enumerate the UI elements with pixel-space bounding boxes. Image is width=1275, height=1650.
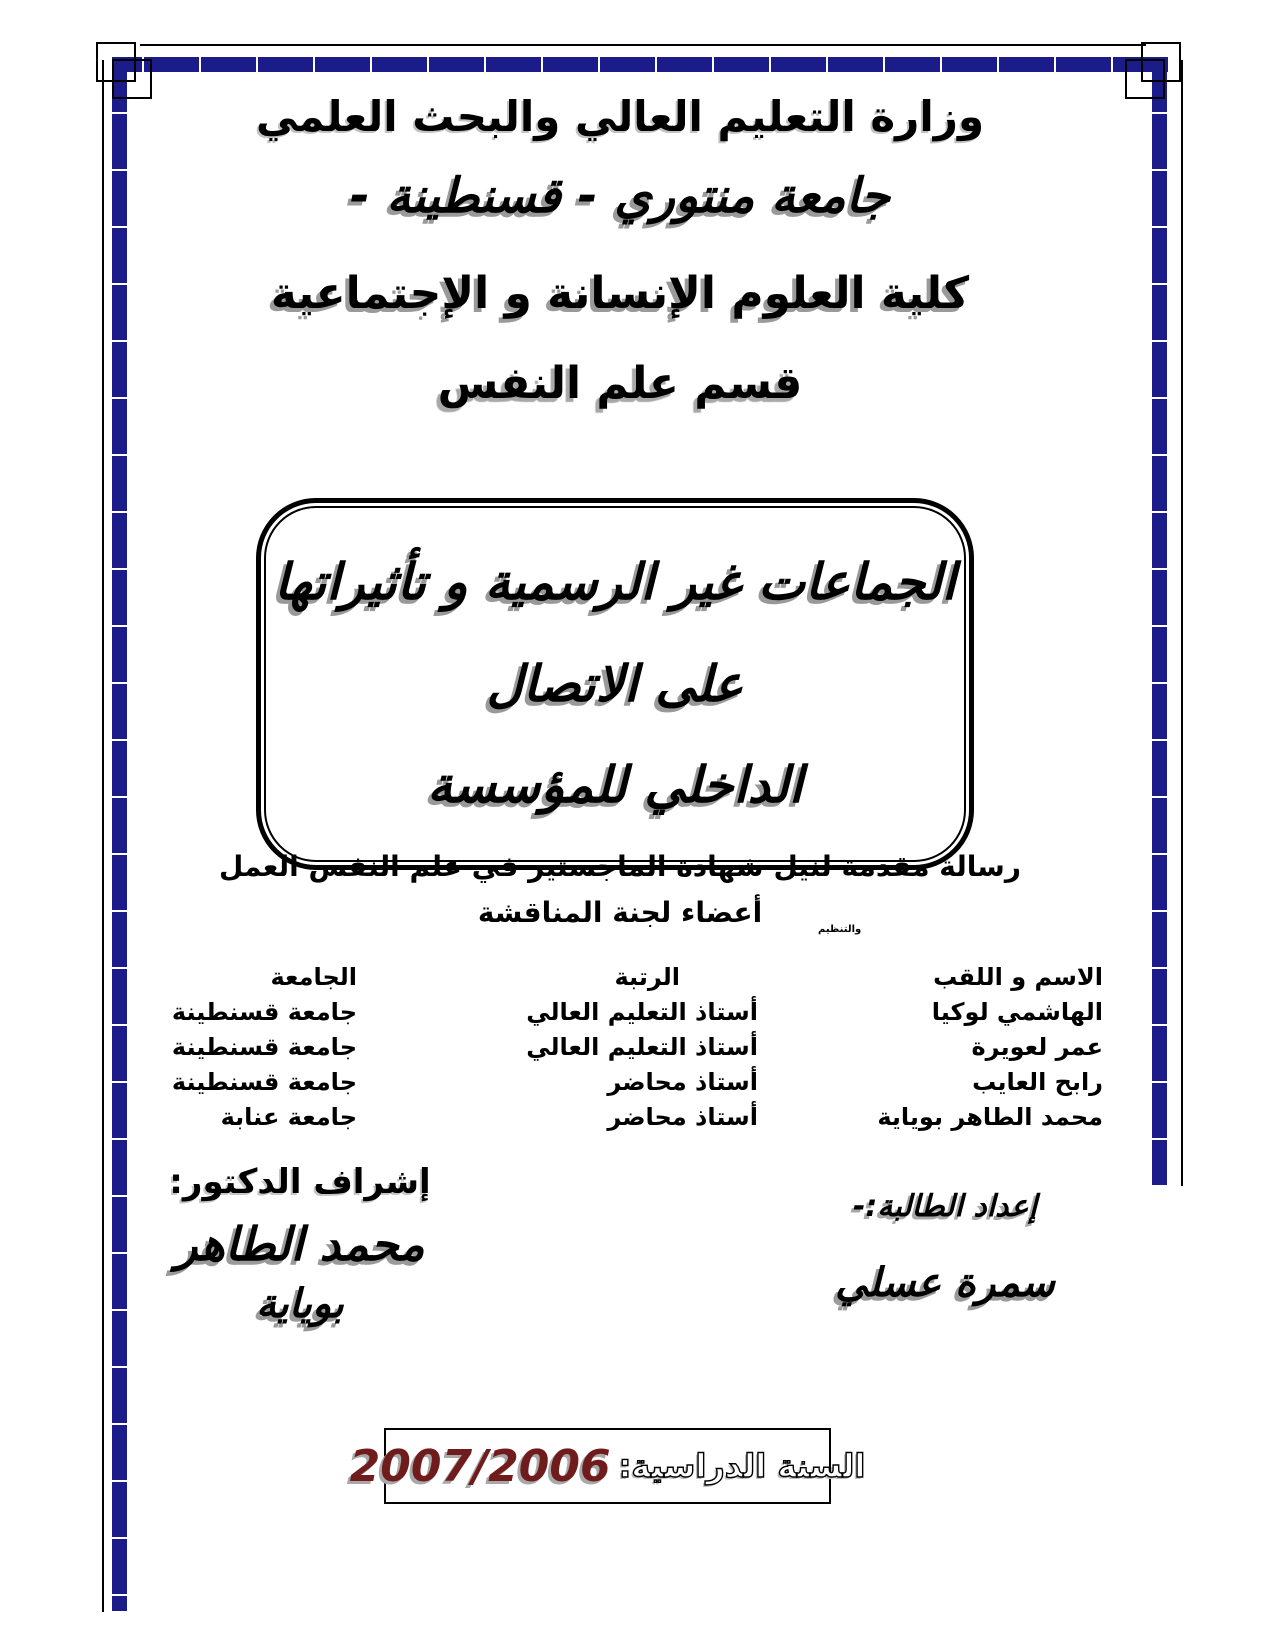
thesis-title-line-3: الداخلي للمؤسسة bbox=[427, 756, 803, 815]
table-row-name: محمد الطاهر بوياية bbox=[877, 1103, 1103, 1131]
table-row-university: جامعة قسنطينة bbox=[171, 998, 357, 1026]
thesis-title-line-1: الجماعات غير الرسمية و تأثيراتها bbox=[274, 552, 956, 611]
department-name: قسم علم النفس bbox=[437, 358, 803, 409]
table-row-university: جامعة قسنطينة bbox=[171, 1068, 357, 1096]
blue-border-band-right bbox=[1152, 57, 1167, 1185]
column-header-university: الجامعة bbox=[270, 963, 357, 991]
frame-top-line bbox=[140, 44, 1146, 46]
supervisor-label: إشراف الدكتور: bbox=[169, 1162, 431, 1202]
column-header-rank: الرتبة bbox=[614, 963, 680, 991]
committee-table bbox=[130, 960, 1150, 1135]
academic-year-label: السنة الدراسية: bbox=[618, 1447, 866, 1485]
thesis-title-line-2: على الاتصال bbox=[486, 654, 744, 713]
table-row-rank: أستاذ التعليم العالي bbox=[526, 998, 758, 1026]
table-row-university: جامعة قسنطينة bbox=[171, 1033, 357, 1061]
student-block bbox=[790, 1185, 1100, 1311]
table-row-name: رابح العايب bbox=[972, 1068, 1103, 1096]
frame-left-line bbox=[102, 60, 104, 1612]
faculty-name: كلية العلوم الإنسانة و الإجتماعية bbox=[270, 268, 970, 319]
ministry-title: وزارة التعليم العالي والبحث العلمي bbox=[255, 92, 985, 141]
student-name: سمرة عسلي bbox=[835, 1260, 1055, 1306]
table-row-rank: أستاذ التعليم العالي bbox=[526, 1033, 758, 1061]
thesis-title-box bbox=[256, 498, 974, 870]
student-label: إعداد الطالبة:- bbox=[852, 1189, 1038, 1224]
table-row-rank: أستاذ محاضر bbox=[607, 1103, 758, 1131]
supervisor-name-line-2: بوياية bbox=[256, 1281, 344, 1327]
academic-year-value: 2007/2006 bbox=[349, 1440, 611, 1492]
committee-heading: أعضاء لجنة المناقشة bbox=[477, 896, 763, 929]
column-header-name: الاسم و اللقب bbox=[933, 963, 1103, 991]
supervisor-block bbox=[150, 1158, 450, 1332]
table-row-name: الهاشمي لوكيا bbox=[931, 998, 1103, 1026]
university-name: جامعة منتوري - قسنطينة - bbox=[349, 168, 891, 224]
thesis-degree-line: رسالة مقدمة لنيل شهادة الماجستير في علم النفس العمل bbox=[219, 850, 1021, 883]
corner-ornament-top-right-inner bbox=[1125, 59, 1165, 99]
academic-year-box bbox=[349, 1428, 866, 1504]
table-row-name: عمر لعويرة bbox=[971, 1033, 1103, 1061]
thesis-title-box-inner bbox=[264, 506, 966, 862]
tiny-text-fragment: والتنظيم bbox=[818, 924, 862, 935]
table-row-university: جامعة عنابة bbox=[220, 1103, 357, 1131]
supervisor-name-line-1: محمد الطاهر bbox=[175, 1217, 425, 1271]
table-row-rank: أستاذ محاضر bbox=[607, 1068, 758, 1096]
frame-right-line bbox=[1181, 60, 1183, 1186]
blue-border-band-top bbox=[114, 57, 1168, 72]
